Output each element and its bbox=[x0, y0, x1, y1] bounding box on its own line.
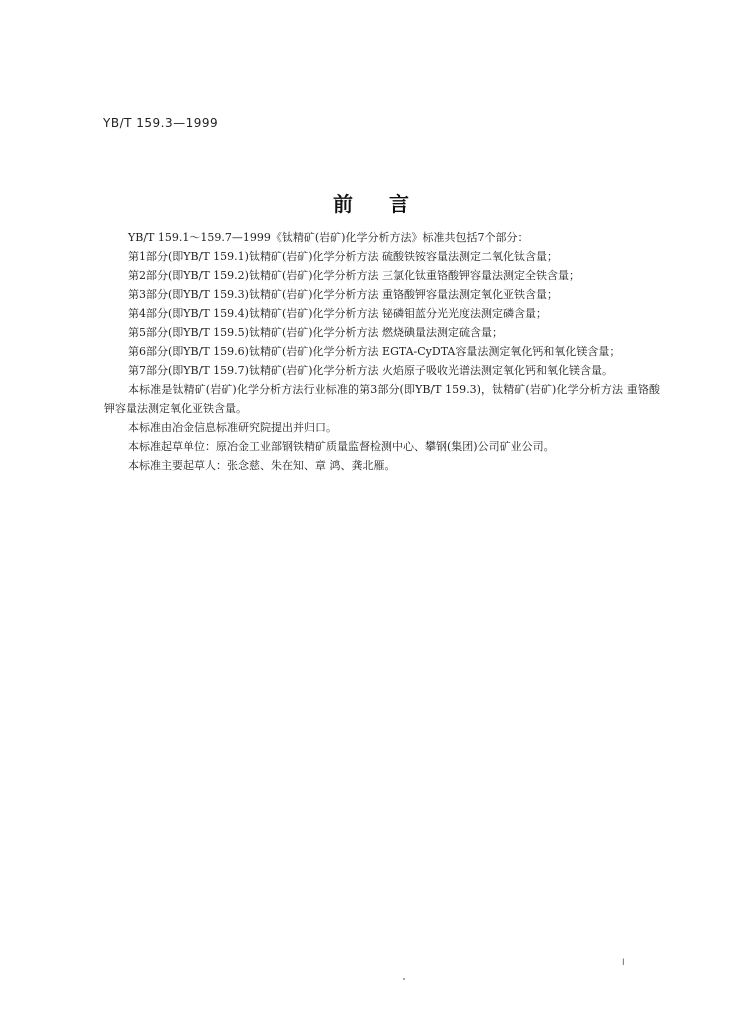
paragraph: 第3部分(即YB/T 159.3)钛精矿(岩矿)化学分析方法 重铬酸钾容量法测定氧化亚铁含量； bbox=[128, 288, 559, 301]
scan-speck bbox=[403, 978, 405, 980]
paragraph: 本标准由冶金信息标准研究院提出并归口。 bbox=[128, 421, 337, 434]
paragraph: 本标准是钛精矿(岩矿)化学分析方法行业标准的第3部分(即YB/T 159.3)，钛精矿(岩矿)化学分析方法 重铬酸钾容量法测定氧化亚铁含量。 bbox=[104, 383, 660, 415]
paragraph: 第2部分(即YB/T 159.2)钛精矿(岩矿)化学分析方法 三氯化钛重铬酸钾容量法测定全铁含量； bbox=[128, 269, 581, 282]
foreword-body bbox=[104, 228, 660, 475]
paragraph: 本标准主要起草人：张念慈、朱在知、章 鸿、龚北雁。 bbox=[128, 459, 396, 472]
paragraph: 第6部分(即YB/T 159.6)钛精矿(岩矿)化学分析方法 EGTA-CyDTA容量法测定氧化钙和氧化镁含量； bbox=[128, 345, 621, 358]
paragraph: YB/T 159.1～159.7—1999《钛精矿(岩矿)化学分析方法》标准共包括7个部分： bbox=[128, 231, 529, 244]
paragraph: 本标准起草单位：原冶金工业部钢铁精矿质量监督检测中心、攀钢(集团)公司矿业公司。 bbox=[128, 440, 555, 453]
paragraph: 第4部分(即YB/T 159.4)钛精矿(岩矿)化学分析方法 铋磷钼蓝分光光度法测定磷含量； bbox=[128, 307, 548, 320]
page-number: Ⅰ bbox=[622, 958, 625, 968]
paragraph: 第5部分(即YB/T 159.5)钛精矿(岩矿)化学分析方法 燃烧碘量法测定硫含量； bbox=[128, 326, 504, 339]
paragraph: 第7部分(即YB/T 159.7)钛精矿(岩矿)化学分析方法 火焰原子吸收光谱法测定氧化钙和氧化镁含量。 bbox=[128, 364, 614, 377]
page-title: 前言 bbox=[333, 192, 445, 216]
standard-code: YB/T 159.3—1999 bbox=[103, 116, 219, 130]
paragraph: 第1部分(即YB/T 159.1)钛精矿(岩矿)化学分析方法 硫酸铁铵容量法测定二氧化钛含量； bbox=[128, 250, 559, 263]
